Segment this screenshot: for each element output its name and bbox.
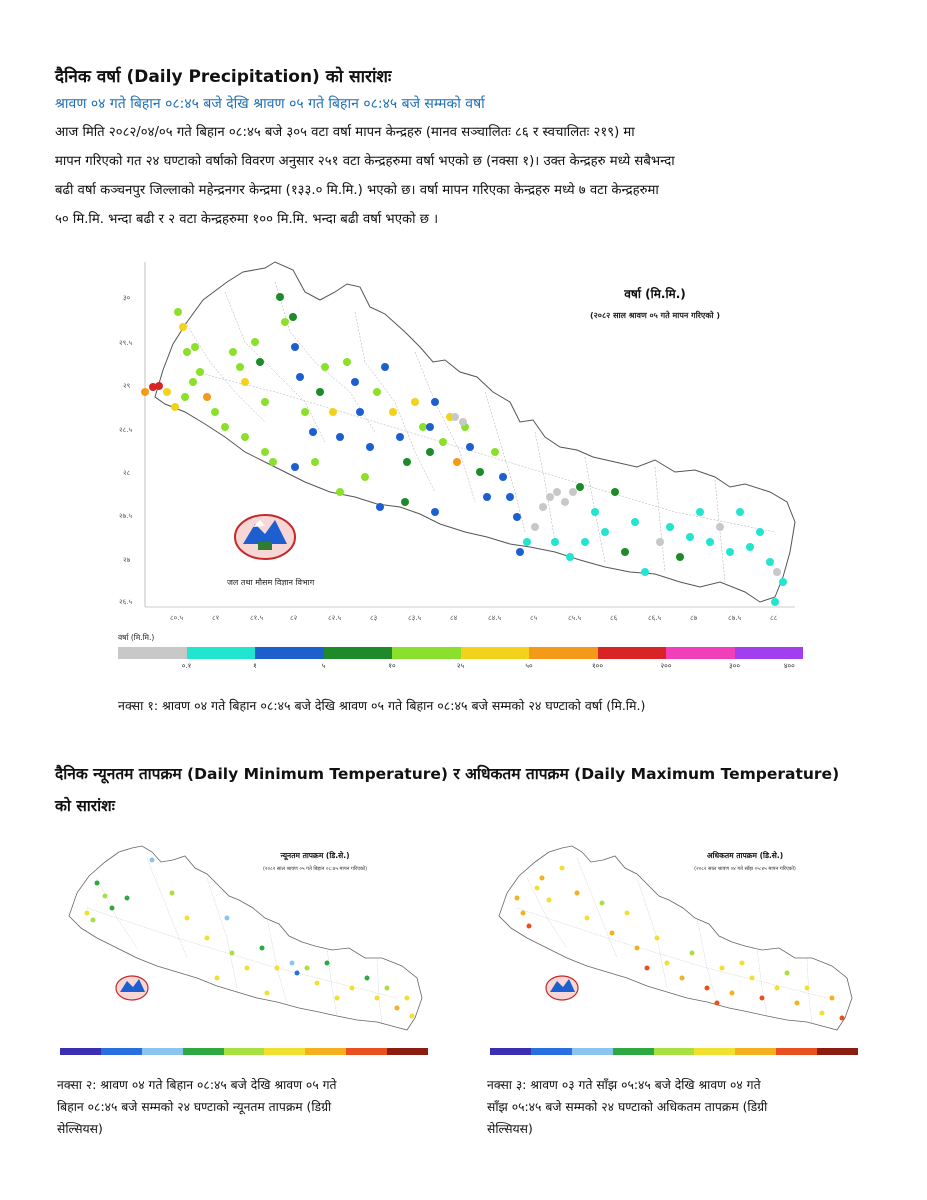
min-caption-line-3: सेल्सियस) (57, 1122, 103, 1136)
rain-scale-label-4: २५ (456, 662, 465, 670)
rain-scale-label-5: ५० (525, 662, 533, 670)
temp-heading-line-1: दैनिक न्यूनतम तापक्रम (Daily Minimum Temperature) र अधिकतम तापक्रम (Daily Maximum Temperature) (55, 765, 840, 783)
government-emblem-min (116, 976, 148, 1000)
rain-scale-label-8: ३०० (729, 662, 740, 670)
lon-tick-7: ८४ (450, 614, 458, 622)
max-scale-swatch-6 (735, 1048, 776, 1055)
precip-line-2: मापन गरिएको गत २४ घण्टाको वर्षाको विवरण अनुसार २५१ वटा केन्द्रहरुमा वर्षा भएको छ (नक्सा १)। उक्त केन्द्रहरु मध्ये सबैभन्दा (55, 154, 675, 169)
lon-tick-0: ८०.५ (170, 614, 184, 622)
lat-tick-3: २८.५ (119, 426, 133, 434)
max-scale-swatch-0 (490, 1048, 531, 1055)
precip-line-4: ५० मि.मि. भन्दा बढी र २ वटा केन्द्रहरुमा १०० मि.मि. भन्दा बढी वर्षा भएको छ । (55, 212, 439, 227)
lon-tick-13: ८७ (690, 614, 698, 622)
max-caption-line-1: नक्सा ३: श्रावण ०३ गते साँझ ०५:४५ बजे देखि श्रावण ०४ गते (487, 1078, 761, 1092)
precip-paragraph (55, 118, 867, 234)
lon-tick-11: ८६ (610, 614, 618, 622)
rain-scale-label-6: १०० (592, 662, 603, 670)
max-temperature-map-svg (487, 838, 867, 1043)
min-scale-swatch-8 (387, 1048, 428, 1055)
department-label: जल तथा मौसम विज्ञान विभाग (227, 578, 315, 587)
max-scale-swatch-7 (776, 1048, 817, 1055)
rain-scale-label-7: २०० (660, 662, 672, 670)
max-map-subtitle: (२०८२ साल श्रावण ०४ गते साँझ ०५:४५ मापन गरिएको) (694, 866, 796, 872)
rain-scale-swatch-8 (666, 647, 735, 659)
max-temp-color-scale (490, 1048, 858, 1055)
rain-scale-swatch-7 (598, 647, 667, 659)
rain-scale-swatch-2 (255, 647, 324, 659)
min-scale-swatch-1 (101, 1048, 142, 1055)
precip-heading: दैनिक वर्षा (Daily Precipitation) को सारांशः (55, 67, 392, 87)
min-scale-swatch-7 (346, 1048, 387, 1055)
min-scale-swatch-6 (305, 1048, 346, 1055)
lon-tick-3: ८२ (290, 614, 298, 622)
lon-tick-4: ८२.५ (328, 614, 342, 622)
rain-scale-label-1: १ (253, 662, 257, 670)
max-scale-swatch-4 (654, 1048, 695, 1055)
max-temperature-map (487, 838, 867, 1043)
lon-tick-10: ८५.५ (568, 614, 582, 622)
max-caption-line-2: साँझ ०५:४५ बजे सम्मको २४ घण्टाको अधिकतम तापक्रम (डिग्री (487, 1100, 768, 1114)
precip-line-3: बढी वर्षा कञ्चनपुर जिल्लाको महेन्द्रनगर केन्द्रमा (१३३.० मि.मि.) भएको छ। वर्षा मापन गरिएका केन्द्रहरु मध्ये ७ वटा केन्द्रहरुमा (55, 183, 659, 198)
max-scale-swatch-5 (694, 1048, 735, 1055)
rain-scale-labels (118, 662, 803, 672)
lat-tick-7: २६.५ (119, 598, 133, 606)
max-caption-line-3: सेल्सियस) (487, 1122, 533, 1136)
rain-scale-swatch-4 (392, 647, 461, 659)
rain-scale-label-0: ०.१ (181, 662, 192, 670)
rain-legend-label: वर्षा (मि.मि.) (118, 633, 155, 642)
lon-tick-5: ८३ (370, 614, 378, 622)
lon-tick-9: ८५ (530, 614, 538, 622)
lat-tick-1: २९.५ (119, 339, 133, 347)
latitude-ticks (119, 294, 133, 606)
min-map-subtitle: (२०८२ साल श्रावण ०५ गते बिहान ०८:४५ मापन गरिएको) (262, 866, 368, 872)
max-scale-swatch-2 (572, 1048, 613, 1055)
lon-tick-15: ८८ (770, 614, 778, 622)
max-temp-caption (487, 1074, 867, 1140)
government-emblem (235, 515, 295, 559)
rain-scale-label-2: ५ (321, 662, 326, 670)
lon-tick-8: ८४.५ (488, 614, 502, 622)
lat-tick-4: २८ (123, 469, 131, 477)
precip-map-caption: नक्सा १: श्रावण ०४ गते बिहान ०८:४५ बजे देखि श्रावण ०५ गते बिहान ०८:४५ बजे सम्मको २४ घण्टाको वर्षा (मि.मि.) (118, 698, 646, 713)
lon-tick-12: ८६.५ (648, 614, 662, 622)
lat-tick-6: २७ (123, 556, 131, 564)
precip-map-subtitle: (२०८२ साल श्रावण ०५ गते मापन गरिएको ) (589, 311, 721, 320)
min-temp-color-scale (60, 1048, 428, 1055)
longitude-ticks (170, 614, 778, 622)
rain-scale-swatch-3 (324, 647, 393, 659)
government-emblem-max (546, 976, 578, 1000)
max-scale-swatch-8 (817, 1048, 858, 1055)
min-temperature-map (57, 838, 437, 1043)
min-scale-swatch-5 (264, 1048, 305, 1055)
min-scale-swatch-4 (224, 1048, 265, 1055)
min-caption-line-2: बिहान ०८:४५ बजे सम्मको २४ घण्टाको न्यूनतम तापक्रम (डिग्री (57, 1100, 332, 1114)
min-map-title: न्यूनतम तापक्रम (डि.से.) (280, 851, 350, 860)
lon-tick-2: ८१.५ (250, 614, 264, 622)
lon-tick-6: ८३.५ (408, 614, 422, 622)
min-temperature-map-svg (57, 838, 437, 1043)
nepal-outline-min (69, 846, 422, 1030)
min-scale-swatch-3 (183, 1048, 224, 1055)
lat-tick-2: २९ (123, 382, 131, 390)
rain-scale-swatch-1 (187, 647, 256, 659)
precip-map-title: वर्षा (मि.मि.) (624, 287, 686, 301)
max-scale-swatch-1 (531, 1048, 572, 1055)
temp-heading-line-2: को सारांशः (55, 797, 115, 815)
rain-color-scale (118, 647, 803, 659)
min-scale-swatch-0 (60, 1048, 101, 1055)
rain-scale-swatch-6 (529, 647, 598, 659)
min-caption-line-1: नक्सा २: श्रावण ०४ गते बिहान ०८:४५ बजे देखि श्रावण ०५ गते (57, 1078, 337, 1092)
precip-line-1: आज मिति २०८२/०४/०५ गते बिहान ०८:४५ बजे ३०५ वटा वर्षा मापन केन्द्रहरु (मानव सञ्चालितः ८६ र स्वचालितः २१९) मा (55, 125, 635, 140)
rain-scale-swatch-9 (735, 647, 804, 659)
min-temp-caption (57, 1074, 437, 1140)
precip-subheading: श्रावण ०४ गते बिहान ०८:४५ बजे देखि श्रावण ०५ गते बिहान ०८:४५ बजे सम्मको वर्षा (55, 96, 485, 112)
precipitation-map-svg (115, 252, 805, 627)
precipitation-map (115, 252, 805, 627)
rain-scale-swatch-5 (461, 647, 530, 659)
lat-tick-0: ३० (123, 294, 131, 302)
lat-tick-5: २७.५ (119, 512, 133, 520)
max-scale-swatch-3 (613, 1048, 654, 1055)
rain-scale-label-3: १० (388, 662, 396, 670)
lon-tick-1: ८१ (212, 614, 220, 622)
max-map-title: अधिकतम तापक्रम (डि.से.) (706, 851, 784, 860)
rain-scale-label-9: ४०० (783, 662, 795, 670)
rain-scale-swatch-0 (118, 647, 187, 659)
lon-tick-14: ८७.५ (728, 614, 742, 622)
min-scale-swatch-2 (142, 1048, 183, 1055)
